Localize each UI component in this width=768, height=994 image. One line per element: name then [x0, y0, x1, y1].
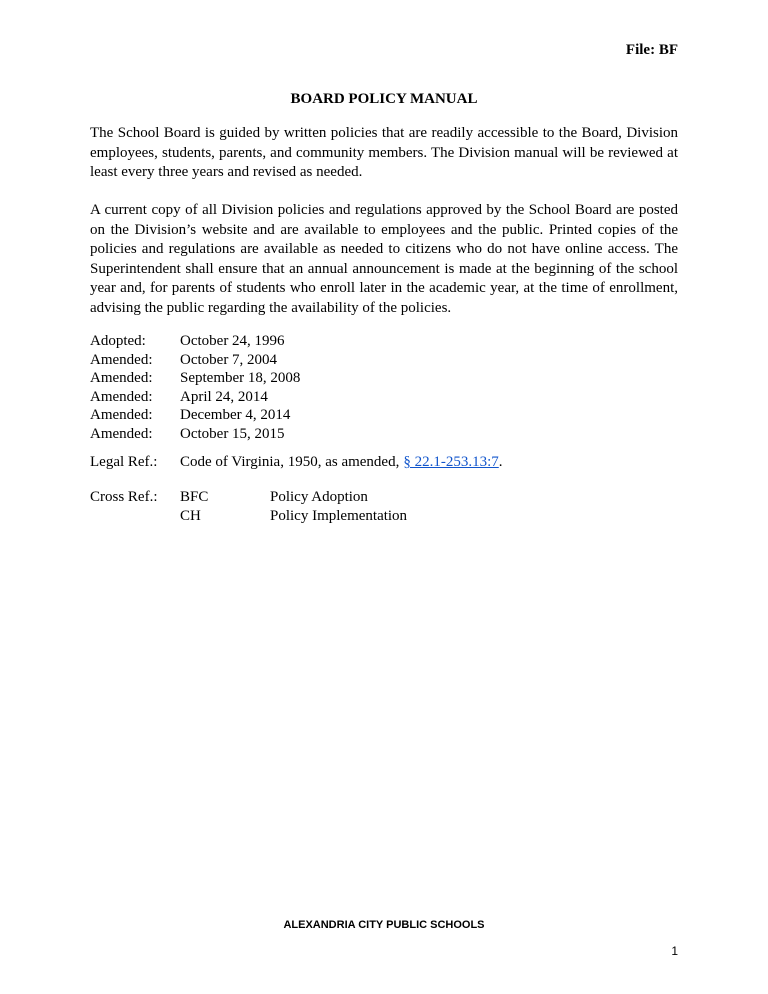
cross-code: CH	[180, 507, 201, 524]
history-label: Amended:	[90, 388, 153, 405]
paragraph-guidance: The School Board is guided by written policies that are readily accessible to the Board, Division employees, students, parents, and community members. The Division manual will be reviewed at least every three years and revised as needed.	[90, 125, 678, 180]
history-row	[90, 351, 300, 370]
cross-item	[180, 488, 407, 507]
history-row	[90, 332, 300, 351]
legal-text: Code of Virginia, 1950, as amended,	[180, 454, 400, 470]
page-number: 1	[671, 944, 678, 958]
document-title: BOARD POLICY MANUAL	[290, 91, 478, 107]
legal-label: Legal Ref.:	[90, 454, 158, 470]
history-label: Amended:	[90, 351, 153, 368]
cross-code: BFC	[180, 489, 209, 505]
paragraph-availability: A current copy of all Division policies and regulations approved by the School Board are posted on the Division’s website and are available to employees and the public. Printed copies of the policies and regulations are available as needed to citizens who do not have online access. The Superintendent shall ensure that an annual announcement is made at the beginning of the school year and, for parents of students who enroll later in the academic year, at the time of enrollment, advising the public regarding the availability of the policies.	[90, 202, 678, 316]
footer-organization: ALEXANDRIA CITY PUBLIC SCHOOLS	[283, 919, 485, 931]
history-row	[90, 425, 300, 444]
cross-reference	[90, 488, 407, 525]
adoption-history	[90, 332, 300, 444]
history-label: Adopted:	[90, 333, 146, 349]
history-date: October 24, 1996	[180, 333, 285, 349]
legal-code-link[interactable]: § 22.1-253.13:7	[403, 454, 499, 470]
history-row	[90, 388, 300, 407]
history-row	[90, 406, 300, 425]
cross-list	[180, 488, 407, 525]
history-date: April 24, 2014	[180, 388, 268, 405]
history-label: Amended:	[90, 425, 153, 442]
file-label: File: BF	[625, 42, 678, 58]
cross-item	[180, 507, 407, 526]
legal-suffix: .	[498, 454, 503, 470]
history-label: Amended:	[90, 370, 153, 387]
history-date: September 18, 2008	[180, 370, 301, 387]
history-date: October 7, 2004	[180, 351, 278, 368]
cross-label: Cross Ref.:	[90, 489, 158, 505]
legal-reference	[90, 454, 503, 471]
cross-title: Policy Adoption	[270, 489, 368, 505]
cross-title: Policy Implementation	[270, 507, 408, 524]
history-date: October 15, 2015	[180, 425, 285, 442]
history-date: December 4, 2014	[180, 407, 291, 424]
history-row	[90, 369, 300, 388]
history-label: Amended:	[90, 407, 153, 424]
